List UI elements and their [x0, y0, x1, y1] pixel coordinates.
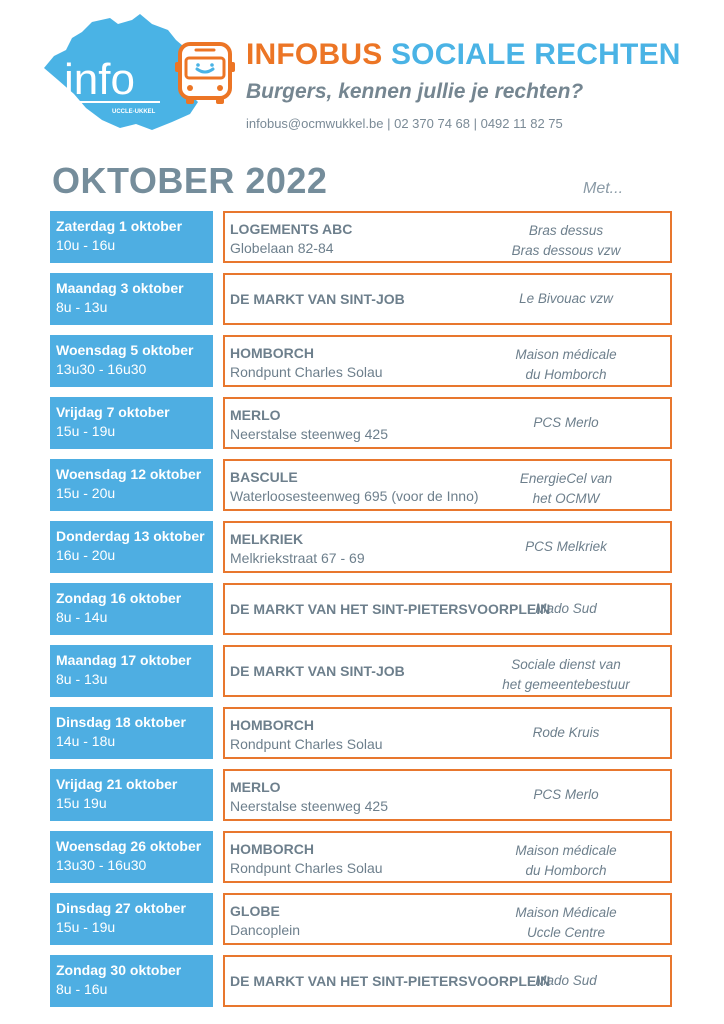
partner-organisation [466, 903, 666, 943]
location-name: DE MARKT VAN HET SINT-PIETERSVOORPLEIN [230, 601, 551, 617]
partner-line: Bras dessus [528, 223, 604, 238]
location-name: DE MARKT VAN HET SINT-PIETERSVOORPLEIN [230, 973, 551, 989]
event-time: 16u - 20u [56, 547, 116, 563]
location-box [223, 831, 672, 883]
event-date: Zaterdag 1 oktober [56, 218, 183, 234]
date-box [50, 893, 213, 945]
schedule-row [50, 273, 674, 325]
schedule-row [50, 211, 674, 263]
location-box [223, 583, 672, 635]
location-name: MELKRIEK [230, 531, 304, 547]
date-box [50, 211, 213, 263]
contact-info: infobus@ocmwukkel.be | 02 370 74 68 | 0492 11 82 75 [246, 116, 563, 131]
partner-organisation [466, 289, 666, 309]
event-date: Maandag 17 oktober [56, 652, 192, 668]
location-box [223, 335, 672, 387]
event-date: Woensdag 5 oktober [56, 342, 194, 358]
location-box [223, 645, 672, 697]
event-time: 14u - 18u [56, 733, 116, 749]
partner-line: Maison médicale [515, 843, 617, 858]
location-box [223, 893, 672, 945]
location-box [223, 955, 672, 1007]
location-name: BASCULE [230, 469, 298, 485]
partner-organisation [466, 723, 666, 743]
partner-organisation [466, 971, 666, 991]
event-date: Dinsdag 18 oktober [56, 714, 186, 730]
schedule-row [50, 583, 674, 635]
date-box [50, 335, 213, 387]
event-date: Zondag 16 oktober [56, 590, 182, 606]
partner-organisation [466, 413, 666, 433]
location-name: DE MARKT VAN SINT-JOB [230, 663, 405, 679]
partner-organisation [466, 841, 666, 881]
date-box [50, 521, 213, 573]
partner-line: het OCMW [532, 491, 600, 506]
location-name: HOMBORCH [230, 717, 314, 733]
partner-line: Mado Sud [535, 973, 597, 988]
date-box [50, 769, 213, 821]
location-name: DE MARKT VAN SINT-JOB [230, 291, 405, 307]
location-address: Dancoplein [230, 922, 301, 938]
partner-line: Maison médicale [515, 347, 617, 362]
partner-line: het gemeentebestuur [502, 677, 630, 692]
event-time: 13u30 - 16u30 [56, 361, 147, 377]
location-name: MERLO [230, 407, 281, 423]
schedule-row [50, 335, 674, 387]
location-name: MERLO [230, 779, 281, 795]
schedule-row [50, 707, 674, 759]
location-address: Rondpunt Charles Solau [230, 364, 383, 380]
partner-line: Uccle Centre [526, 925, 606, 940]
date-box [50, 583, 213, 635]
partner-organisation [466, 537, 666, 557]
location-address: Globelaan 82-84 [230, 240, 334, 256]
location-address: Melkriekstraat 67 - 69 [230, 550, 365, 566]
location-address: Neerstalse steenweg 425 [230, 798, 388, 814]
event-date: Maandag 3 oktober [56, 280, 184, 296]
title-infobus: INFOBUS [246, 38, 383, 71]
partner-line: EnergieCel van [519, 471, 613, 486]
title-sociale-rechten: SOCIALE RECHTEN [390, 38, 681, 71]
logo-text: info [64, 55, 135, 104]
event-time: 8u - 13u [56, 671, 108, 687]
location-box [223, 397, 672, 449]
partner-line: Mado Sud [535, 601, 597, 616]
schedule-row [50, 831, 674, 883]
partner-line: Sociale dienst van [511, 657, 621, 672]
location-box [223, 707, 672, 759]
location-address: Rondpunt Charles Solau [230, 736, 383, 752]
event-date: Dinsdag 27 oktober [56, 900, 186, 916]
location-address: Waterloosesteenweg 695 (voor de Inno) [230, 488, 479, 504]
date-box [50, 955, 213, 1007]
location-name: LOGEMENTS ABC [230, 221, 353, 237]
partner-line: Rode Kruis [532, 725, 600, 740]
partner-line: Bras dessous vzw [511, 243, 621, 258]
event-date: Woensdag 26 oktober [56, 838, 202, 854]
schedule-row [50, 769, 674, 821]
event-time: 15u - 19u [56, 423, 116, 439]
partner-line: PCS Melkriek [525, 539, 607, 554]
logo-subtext: UCCLE-UKKEL [112, 109, 156, 115]
partner-organisation [466, 785, 666, 805]
partner-line: PCS Merlo [533, 787, 599, 802]
location-name: GLOBE [230, 903, 280, 919]
event-time: 8u - 16u [56, 981, 108, 997]
partner-organisation [466, 221, 666, 261]
partner-organisation [466, 469, 666, 509]
bus-icon [170, 38, 240, 108]
event-time: 15u - 19u [56, 919, 116, 935]
partner-line: Maison Médicale [515, 905, 617, 920]
partner-line: Le Bivouac vzw [519, 291, 613, 306]
schedule-row [50, 893, 674, 945]
date-box [50, 831, 213, 883]
partner-organisation [466, 655, 666, 695]
event-date: Woensdag 12 oktober [56, 466, 202, 482]
event-time: 15u - 20u [56, 485, 116, 501]
date-box [50, 273, 213, 325]
location-box [223, 769, 672, 821]
event-date: Vrijdag 7 oktober [56, 404, 170, 420]
schedule-list [50, 211, 674, 1017]
date-box [50, 645, 213, 697]
location-box [223, 459, 672, 511]
partner-organisation [466, 599, 666, 619]
schedule-row [50, 645, 674, 697]
schedule-row [50, 955, 674, 1007]
event-date: Donderdag 13 oktober [56, 528, 205, 544]
location-box [223, 211, 672, 263]
partner-line: PCS Merlo [533, 415, 599, 430]
date-box [50, 459, 213, 511]
location-box [223, 273, 672, 325]
date-box [50, 397, 213, 449]
event-time: 8u - 13u [56, 299, 108, 315]
event-date: Vrijdag 21 oktober [56, 776, 178, 792]
location-name: HOMBORCH [230, 345, 314, 361]
location-address: Rondpunt Charles Solau [230, 860, 383, 876]
date-box [50, 707, 213, 759]
location-address: Neerstalse steenweg 425 [230, 426, 388, 442]
event-time: 10u - 16u [56, 237, 116, 253]
page-title [246, 38, 681, 72]
schedule-row [50, 521, 674, 573]
location-box [223, 521, 672, 573]
partner-line: du Homborch [525, 863, 607, 878]
partner-line: du Homborch [525, 367, 607, 382]
event-time: 13u30 - 16u30 [56, 857, 147, 873]
event-date: Zondag 30 oktober [56, 962, 182, 978]
partner-organisation [466, 345, 666, 385]
schedule-row [50, 397, 674, 449]
event-time: 8u - 14u [56, 609, 108, 625]
subtitle: Burgers, kennen jullie je rechten? [246, 80, 584, 103]
schedule-row [50, 459, 674, 511]
month-heading: OKTOBER 2022 [52, 160, 328, 201]
event-time: 15u 19u [56, 795, 107, 811]
partner-column-heading: Met... [583, 180, 624, 197]
location-name: HOMBORCH [230, 841, 314, 857]
